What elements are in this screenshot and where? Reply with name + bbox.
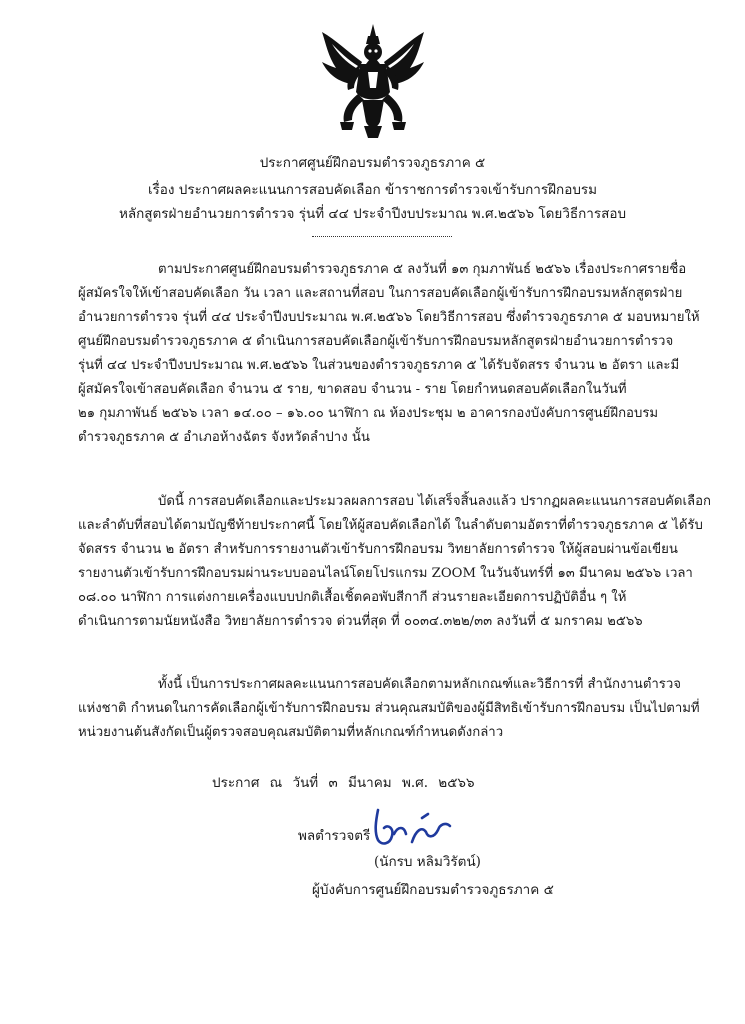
header-course: หลักสูตรฝ่ายอำนวยการตำรวจ รุ่นที่ ๔๔ ประจำปีงบประมาณ พ.ศ.๒๕๖๖ โดยวิธีการสอบ [118,206,627,222]
header-divider [312,230,452,237]
paragraph-line: ผู้สมัครใจเข้าสอบคัดเลือก จำนวน ๕ ราย, ขาดสอบ จำนวน - ราย โดยกำหนดสอบคัดเลือกในวันที่ [78,382,627,397]
paragraph-line: หน่วยงานต้นสังกัดเป็นผู้ตรวจสอบคุณสมบัติตามที่หลักเกณฑ์กำหนดดังกล่าว [78,725,504,740]
paragraph-1 [78,258,700,450]
paragraph-line: แห่งชาติ กำหนดในการคัดเลือกผู้เข้ารับการฝึกอบรม ส่วนคุณสมบัติของผู้มีสิทธิเข้ารับการฝึกอบรม เป็นไปตามที่ [78,701,700,716]
paragraph-line: รายงานตัวเข้ารับการฝึกอบรมผ่านระบบออนไลน์โดยโปรแกรม ZOOM ในวันจันทร์ที่ ๑๓ มีนาคม ๒๕๖๖ เวลา [78,566,693,581]
paragraph-line: ทั้งนี้ เป็นการประกาศผลคะแนนการสอบคัดเลือกตามหลักเกณฑ์และวิธีการที่ สำนักงานตำรวจ [158,677,682,692]
paragraph-2 [78,490,711,634]
paragraph-line: อำนวยการตำรวจ รุ่นที่ ๔๔ ประจำปีงบประมาณ พ.ศ.๒๕๖๖ โดยวิธีการสอบ ซึ่งตำรวจภูธรภาค ๕ มอบหมายให้ [78,310,700,325]
garuda-emblem-icon [318,22,428,140]
header-title: ประกาศศูนย์ฝึกอบรมตำรวจภูธรภาค ๕ [259,155,486,171]
paragraph-line: ตามประกาศศูนย์ฝึกอบรมตำรวจภูธรภาค ๕ ลงวันที่ ๑๓ กุมภาพันธ์ ๒๕๖๖ เรื่องประกาศรายชื่อ [158,262,687,277]
paragraph-line: ดำเนินการตามนัยหนังสือ วิทยาลัยการตำรวจ ด่วนที่สุด ที่ ๐๐๓๔.๓๒๒/๓๓ ลงวันที่ ๕ มกราคม ๒๕๖๖ [78,614,643,629]
paragraph-3 [78,673,700,745]
signer-position: ผู้บังคับการศูนย์ฝึกอบรมตำรวจภูธรภาค ๕ [312,882,554,898]
paragraph-line: ตำรวจภูธรภาค ๕ อำเภอห้างฉัตร จังหวัดลำปาง นั้น [78,430,370,445]
paragraph-line: จัดสรร จำนวน ๒ อัตรา สำหรับการรายงานตัวเข้ารับการฝึกอบรม วิทยาลัยการตำรวจ ให้ผู้สอบผ่านข้อเขียน [78,542,678,557]
signer-rank: พลตำรวจตรี [298,828,371,844]
paragraph-line: บัดนี้ การสอบคัดเลือกและประมวลผลการสอบ ได้เสร็จสิ้นลงแล้ว ปรากฏผลคะแนนการสอบคัดเลือก [158,494,711,509]
header-subject: เรื่อง ประกาศผลคะแนนการสอบคัดเลือก ข้าราชการตำรวจเข้ารับการฝึกอบรม [147,182,598,198]
paragraph-line: ๐๘.๐๐ นาฬิกา การแต่งกายเครื่องแบบปกติเสื้อเชิ้ตคอพับสีกากี ส่วนรายละเอียดการปฏิบัติอื่น ๆ ให้ [78,590,627,605]
signer-name: (นักรบ หลิมวิรัตน์) [374,854,481,870]
handwritten-signature [364,804,456,852]
paragraph-line: ๒๑ กุมภาพันธ์ ๒๕๖๖ เวลา ๑๔.๐๐ – ๑๖.๐๐ นาฬิกา ณ ห้องประชุม ๒ อาคารกองบังคับการศูนย์ฝึกอบรม [78,406,659,421]
paragraph-line: ศูนย์ฝึกอบรมตำรวจภูธรภาค ๕ ดำเนินการสอบคัดเลือกผู้เข้ารับการฝึกอบรมหลักสูตรฝ่ายอำนวยการตำรวจ [78,334,674,349]
paragraph-line: รุ่นที่ ๔๔ ประจำปีงบประมาณ พ.ศ.๒๕๖๖ ในส่วนของตำรวจภูธรภาค ๕ ได้รับจัดสรร จำนวน ๒ อัตรา และมี [78,358,680,373]
paragraph-line: และลำดับที่สอบได้ตามบัญชีท้ายประกาศนี้ โดยให้ผู้สอบคัดเลือกได้ ในลำดับตามอัตราที่ตำรวจภูธรภาค ๕ ได้รับ [78,518,703,533]
announcement-date: ประกาศ ณ วันที่ ๓ มีนาคม พ.ศ. ๒๕๖๖ [212,775,475,791]
paragraph-line: ผู้สมัครใจให้เข้าสอบคัดเลือก วัน เวลา และสถานที่สอบ ในการสอบคัดเลือกผู้เข้ารับการฝึกอบรมหลักสูตรฝ่าย [78,286,683,301]
